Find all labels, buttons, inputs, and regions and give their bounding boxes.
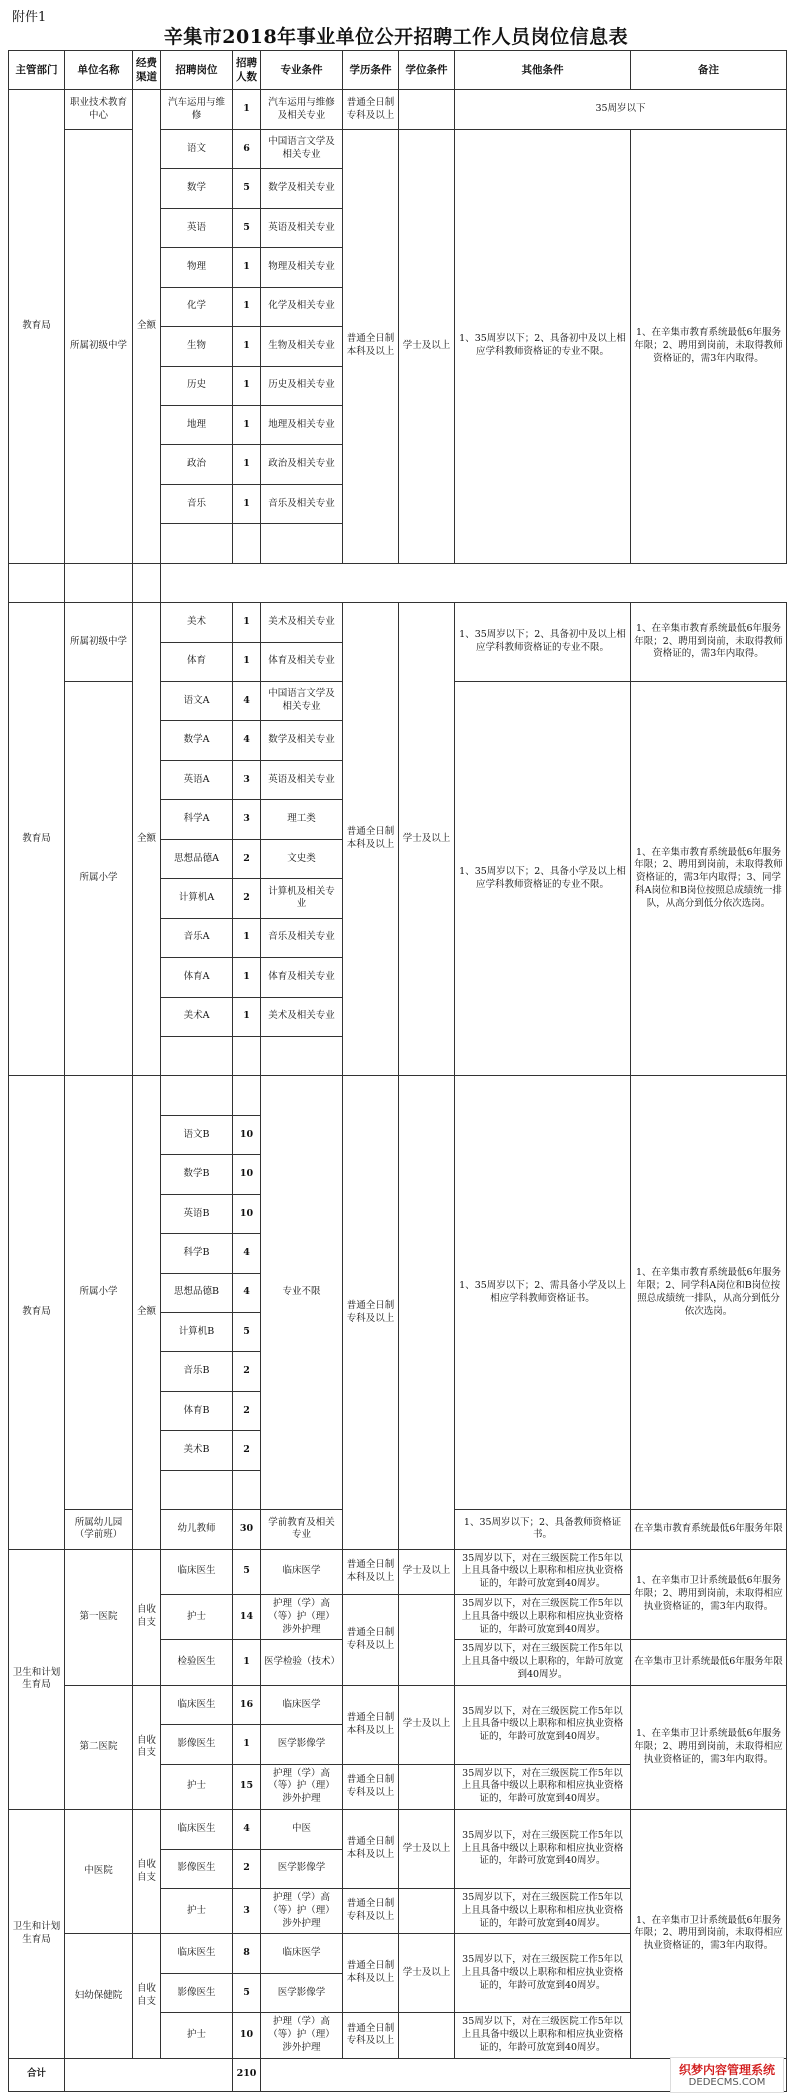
cell-count: 16 <box>233 1685 261 1724</box>
cell-count: 2 <box>233 1849 261 1888</box>
total-spacer <box>65 2058 233 2091</box>
cell-position <box>161 1036 233 1075</box>
cell-position <box>9 563 65 602</box>
cell-position: 科学B <box>161 1234 233 1273</box>
header-cell: 单位名称 <box>65 51 133 90</box>
cell-count: 1 <box>233 958 261 997</box>
cell-other: 1、35周岁以下；2、需具备小学及以上相应学科教师资格证书。 <box>455 1076 631 1510</box>
cell-education: 普通全日制专科及以上 <box>343 1076 399 1549</box>
cell-position: 计算机A <box>161 879 233 918</box>
cell-count: 1 <box>233 366 261 405</box>
cell-dept: 教育局 <box>9 1076 65 1549</box>
cell-count: 3 <box>233 760 261 799</box>
cell-education: 普通全日制本科及以上 <box>343 1934 399 2013</box>
cell-position: 音乐A <box>161 918 233 957</box>
cell-unit: 所属初级中学 <box>65 129 133 563</box>
header-cell: 其他条件 <box>455 51 631 90</box>
cell-count: 6 <box>233 129 261 168</box>
cell-remark: 1、在辛集市卫计系统最低6年服务年限；2、聘用到岗前，未取得相应执业资格证的，需3年内取得。 <box>631 1810 787 2059</box>
cell-major: 文史类 <box>261 839 343 878</box>
cell-count: 2 <box>233 1431 261 1470</box>
cell-degree: 学士及以上 <box>399 1685 455 1764</box>
cell-count: 8 <box>233 1934 261 1973</box>
cell-unit: 中医院 <box>65 1810 133 1934</box>
cell-degree: 学士及以上 <box>399 1549 455 1594</box>
cell-count: 4 <box>233 1273 261 1312</box>
cell-major: 物理及相关专业 <box>261 248 343 287</box>
table-row <box>9 90 787 129</box>
cell-other: 1、35周岁以下；2、具备教师资格证书。 <box>455 1510 631 1549</box>
header-cell: 备注 <box>631 51 787 90</box>
cell-position: 生物 <box>161 327 233 366</box>
cell-major: 数学及相关专业 <box>261 169 343 208</box>
header-cell: 经费渠道 <box>133 51 161 90</box>
cell-count: 5 <box>233 1973 261 2012</box>
cell-position: 体育A <box>161 958 233 997</box>
cell-position: 影像医生 <box>161 1849 233 1888</box>
cell-major: 医学影像学 <box>261 1849 343 1888</box>
cell-position: 美术A <box>161 997 233 1036</box>
cell-major: 地理及相关专业 <box>261 405 343 444</box>
cell-count: 2 <box>233 879 261 918</box>
header-cell: 招聘岗位 <box>161 51 233 90</box>
cell-dept: 卫生和计划生育局 <box>9 1549 65 1809</box>
cell-position: 护士 <box>161 1764 233 1809</box>
cell-position: 数学A <box>161 721 233 760</box>
total-count: 210 <box>233 2058 261 2091</box>
page-title: 辛集市2018年事业单位公开招聘工作人员岗位信息表 <box>163 26 629 48</box>
cell-position: 体育B <box>161 1391 233 1430</box>
cell-remark: 1、在辛集市教育系统最低6年服务年限；2、同学科A岗位和B岗位按照总成绩统一排队，从高分到低分依次选岗。 <box>631 1076 787 1510</box>
cell-degree: 学士及以上 <box>399 1810 455 1889</box>
cell-major: 音乐及相关专业 <box>261 918 343 957</box>
cell-count: 1 <box>233 327 261 366</box>
cell-position: 护士 <box>161 2013 233 2058</box>
cell-position: 物理 <box>161 248 233 287</box>
cell-major: 体育及相关专业 <box>261 642 343 681</box>
cell-unit: 第一医院 <box>65 1549 133 1685</box>
header-cell: 学历条件 <box>343 51 399 90</box>
table-row <box>9 563 787 602</box>
cell-position: 数学 <box>161 169 233 208</box>
cell-position: 体育 <box>161 642 233 681</box>
cell-other: 1、35周岁以下；2、具备小学及以上相应学科教师资格证的专业不限。 <box>455 682 631 1076</box>
cell-position <box>161 1470 233 1509</box>
cell-major: 化学及相关专业 <box>261 287 343 326</box>
cell-remark: 1、在辛集市教育系统最低6年服务年限；2、聘用到岗前，未取得教师资格证的，需3年内取得。 <box>631 603 787 682</box>
cell-funding: 全额 <box>133 90 161 563</box>
cell-funding: 全额 <box>133 1076 161 1549</box>
cell-count <box>233 1076 261 1115</box>
cell-education: 普通全日制本科及以上 <box>343 129 399 563</box>
cell-degree: 学士及以上 <box>399 129 455 563</box>
cell-education: 普通全日制专科及以上 <box>343 2013 399 2058</box>
cell-count: 5 <box>233 1549 261 1594</box>
cell-major: 学前教育及相关专业 <box>261 1510 343 1549</box>
cell-count: 1 <box>233 1640 261 1685</box>
cell-count: 10 <box>233 1194 261 1233</box>
cell-count: 1 <box>233 405 261 444</box>
cell-degree <box>399 90 455 129</box>
cell-count: 4 <box>233 1234 261 1273</box>
cell-other: 35周岁以下，对在三级医院工作5年以上且具备中级以上职称和相应执业资格证的，年龄可放宽到40周岁。 <box>455 1595 631 1640</box>
cell-major: 护理（学）高（等）护（理）涉外护理 <box>261 1888 343 1933</box>
cell-major: 历史及相关专业 <box>261 366 343 405</box>
cell-count: 1 <box>233 484 261 523</box>
cell-major: 计算机及相关专业 <box>261 879 343 918</box>
cell-position: 影像医生 <box>161 1973 233 2012</box>
cell-major: 中国语言文学及相关专业 <box>261 129 343 168</box>
cell-unit: 所属初级中学 <box>65 603 133 682</box>
cell-major: 英语及相关专业 <box>261 760 343 799</box>
cell-count: 5 <box>233 1313 261 1352</box>
header-cell: 学位条件 <box>399 51 455 90</box>
cell-major <box>133 563 161 602</box>
recruitment-table <box>8 50 787 2092</box>
cell-count: 1 <box>233 1725 261 1764</box>
cell-position: 音乐B <box>161 1352 233 1391</box>
cell-major: 生物及相关专业 <box>261 327 343 366</box>
cell-major: 医学检验（技术） <box>261 1640 343 1685</box>
cell-count: 2 <box>233 1391 261 1430</box>
watermark-title: 织梦内容管理系统 <box>678 2063 775 2077</box>
cell-other: 35周岁以下 <box>455 90 787 129</box>
header-row <box>9 51 787 90</box>
cell-position: 临床医生 <box>161 1549 233 1594</box>
table-row <box>9 129 787 168</box>
cell-count: 5 <box>233 208 261 247</box>
cell-count: 2 <box>233 1352 261 1391</box>
cell-position: 临床医生 <box>161 1810 233 1849</box>
cell-funding: 自收自支 <box>133 1810 161 1934</box>
cell-major <box>261 524 343 563</box>
cell-position: 影像医生 <box>161 1725 233 1764</box>
table-row <box>9 1076 787 1115</box>
cell-other: 35周岁以下，对在三级医院工作5年以上且具备中级以上职称和相应执业资格证的，年龄可放宽到40周岁。 <box>455 1934 631 2013</box>
annex-label: 附件1 <box>12 10 47 25</box>
cell-position: 临床医生 <box>161 1934 233 1973</box>
cell-remark: 在辛集市卫计系统最低6年服务年限 <box>631 1640 787 1685</box>
cell-position: 护士 <box>161 1595 233 1640</box>
cell-major: 护理（学）高（等）护（理）涉外护理 <box>261 1764 343 1809</box>
cell-count <box>233 1036 261 1075</box>
cell-position: 汽车运用与维修 <box>161 90 233 129</box>
cell-position: 思想品德A <box>161 839 233 878</box>
cell-degree <box>399 1076 455 1549</box>
cell-position: 化学 <box>161 287 233 326</box>
cell-degree: 学士及以上 <box>399 603 455 1076</box>
cell-count: 14 <box>233 1595 261 1640</box>
cell-major: 理工类 <box>261 800 343 839</box>
cell-position: 计算机B <box>161 1313 233 1352</box>
cell-position: 音乐 <box>161 484 233 523</box>
cell-count <box>65 563 133 602</box>
cell-major: 中国语言文学及相关专业 <box>261 682 343 721</box>
cell-count: 1 <box>233 918 261 957</box>
cell-position: 美术 <box>161 603 233 642</box>
cell-count: 4 <box>233 721 261 760</box>
cell-remark: 1、在辛集市教育系统最低6年服务年限；2、聘用到岗前，未取得教师资格证的，需3年内取得。 <box>631 129 787 563</box>
cell-major: 英语及相关专业 <box>261 208 343 247</box>
cell-count: 15 <box>233 1764 261 1809</box>
cell-count: 30 <box>233 1510 261 1549</box>
cell-remark: 1、在辛集市卫计系统最低6年服务年限；2、聘用到岗前，未取得相应执业资格证的，需3年内取得。 <box>631 1685 787 1809</box>
cell-unit: 第二医院 <box>65 1685 133 1809</box>
cell-count <box>233 1470 261 1509</box>
cell-other: 35周岁以下，对在三级医院工作5年以上且具备中级以上职称和相应执业资格证的，年龄可放宽到40周岁。 <box>455 1549 631 1594</box>
cell-count: 10 <box>233 1115 261 1154</box>
cell-count: 2 <box>233 839 261 878</box>
cell-education: 普通全日制专科及以上 <box>343 90 399 129</box>
cell-position: 英语A <box>161 760 233 799</box>
cell-count: 1 <box>233 287 261 326</box>
cell-position: 历史 <box>161 366 233 405</box>
cell-position <box>161 1076 233 1115</box>
cell-major: 医学影像学 <box>261 1973 343 2012</box>
cell-position: 临床医生 <box>161 1685 233 1724</box>
cell-position: 检验医生 <box>161 1640 233 1685</box>
cell-other: 35周岁以下，对在三级医院工作5年以上且具备中级以上职称和相应执业资格证的，年龄可放宽到40周岁。 <box>455 1764 631 1809</box>
cell-dept: 教育局 <box>9 603 65 1076</box>
cell-other: 1、35周岁以下；2、具备初中及以上相应学科教师资格证的专业不限。 <box>455 129 631 563</box>
cell-position: 英语 <box>161 208 233 247</box>
cell-position: 护士 <box>161 1888 233 1933</box>
watermark-domain: DEDECMS.COM <box>688 2077 766 2088</box>
header-cell: 招聘人数 <box>233 51 261 90</box>
cell-unit: 所属小学 <box>65 682 133 1076</box>
cell-remark: 1、在辛集市卫计系统最低6年服务年限；2、聘用到岗前，未取得相应执业资格证的，需3年内取得。 <box>631 1549 787 1640</box>
cell-position: 幼儿教师 <box>161 1510 233 1549</box>
cell-funding: 自收自支 <box>133 1685 161 1809</box>
cell-count: 3 <box>233 1888 261 1933</box>
cell-unit: 所属小学 <box>65 1076 133 1510</box>
cell-count: 4 <box>233 682 261 721</box>
cell-dept: 教育局 <box>9 90 65 563</box>
cell-position: 英语B <box>161 1194 233 1233</box>
cell-count: 1 <box>233 90 261 129</box>
cell-major: 专业不限 <box>261 1076 343 1510</box>
cell-unit: 职业技术教育中心 <box>65 90 133 129</box>
cell-count: 1 <box>233 603 261 642</box>
cell-count: 1 <box>233 997 261 1036</box>
cell-degree <box>399 1764 455 1809</box>
table-row <box>9 1810 787 1849</box>
header-cell: 主管部门 <box>9 51 65 90</box>
cell-other: 35周岁以下，对在三级医院工作5年以上且具备中级以上职称的，年龄可放宽到40周岁。 <box>455 1640 631 1685</box>
cell-dept: 卫生和计划生育局 <box>9 1810 65 2059</box>
cell-education: 普通全日制专科及以上 <box>343 1764 399 1809</box>
cell-degree: 学士及以上 <box>399 1934 455 2013</box>
cell-education: 普通全日制本科及以上 <box>343 1810 399 1889</box>
cell-other: 35周岁以下，对在三级医院工作5年以上且具备中级以上职称和相应执业资格证的，年龄可放宽到40周岁。 <box>455 1685 631 1764</box>
cell-funding: 全额 <box>133 603 161 1076</box>
cell-funding: 自收自支 <box>133 1549 161 1685</box>
table-row <box>9 1685 787 1724</box>
cell-major: 美术及相关专业 <box>261 603 343 642</box>
cell-position: 美术B <box>161 1431 233 1470</box>
cell-major: 临床医学 <box>261 1934 343 1973</box>
cell-education: 普通全日制专科及以上 <box>343 1888 399 1933</box>
table-row <box>9 603 787 642</box>
cell-count <box>233 524 261 563</box>
header-cell: 专业条件 <box>261 51 343 90</box>
cell-count: 10 <box>233 2013 261 2058</box>
cell-degree <box>399 1888 455 1933</box>
cell-major: 中医 <box>261 1810 343 1849</box>
table-row <box>9 1549 787 1594</box>
cell-position: 地理 <box>161 405 233 444</box>
cell-position: 语文A <box>161 682 233 721</box>
cell-other: 35周岁以下，对在三级医院工作5年以上且具备中级以上职称和相应执业资格证的，年龄可放宽到40周岁。 <box>455 1810 631 1889</box>
cell-education: 普通全日制本科及以上 <box>343 1549 399 1594</box>
cell-remark: 1、在辛集市教育系统最低6年服务年限；2、聘用到岗前，未取得教师资格证的，需3年内取得；3、同学科A岗位和B岗位按照总成绩统一排队，从高分到低分依次选岗。 <box>631 682 787 1076</box>
cell-major: 汽车运用与维修及相关专业 <box>261 90 343 129</box>
cell-count: 10 <box>233 1155 261 1194</box>
cell-remark: 在辛集市教育系统最低6年服务年限 <box>631 1510 787 1549</box>
cell-position: 语文B <box>161 1115 233 1154</box>
cell-other: 35周岁以下，对在三级医院工作5年以上且具备中级以上职称和相应执业资格证的，年龄可放宽到40周岁。 <box>455 2013 631 2058</box>
cell-count: 5 <box>233 169 261 208</box>
cell-education: 普通全日制专科及以上 <box>343 1595 399 1686</box>
cell-position: 思想品德B <box>161 1273 233 1312</box>
cell-major: 体育及相关专业 <box>261 958 343 997</box>
cell-position <box>161 524 233 563</box>
cell-other: 35周岁以下，对在三级医院工作5年以上且具备中级以上职称和相应执业资格证的，年龄可放宽到40周岁。 <box>455 1888 631 1933</box>
cell-funding: 自收自支 <box>133 1934 161 2058</box>
cell-position: 语文 <box>161 129 233 168</box>
cell-education: 普通全日制本科及以上 <box>343 1685 399 1764</box>
cell-major: 政治及相关专业 <box>261 445 343 484</box>
cell-major: 数学及相关专业 <box>261 721 343 760</box>
cell-major: 音乐及相关专业 <box>261 484 343 523</box>
watermark-logo <box>670 2057 784 2093</box>
cell-major: 护理（学）高（等）护（理）涉外护理 <box>261 1595 343 1640</box>
cell-count: 4 <box>233 1810 261 1849</box>
cell-other: 1、35周岁以下；2、具备初中及以上相应学科教师资格证的专业不限。 <box>455 603 631 682</box>
cell-education: 普通全日制本科及以上 <box>343 603 399 1076</box>
cell-count: 1 <box>233 445 261 484</box>
total-label: 合计 <box>9 2058 65 2091</box>
cell-count: 1 <box>233 642 261 681</box>
cell-count: 1 <box>233 248 261 287</box>
cell-degree <box>399 2013 455 2058</box>
cell-unit: 所属幼儿园（学前班） <box>65 1510 133 1549</box>
cell-major: 美术及相关专业 <box>261 997 343 1036</box>
cell-major: 护理（学）高（等）护（理）涉外护理 <box>261 2013 343 2058</box>
cell-position: 政治 <box>161 445 233 484</box>
cell-position: 数学B <box>161 1155 233 1194</box>
cell-major <box>261 1036 343 1075</box>
cell-count: 3 <box>233 800 261 839</box>
cell-position: 科学A <box>161 800 233 839</box>
cell-degree <box>399 1595 455 1686</box>
cell-major: 医学影像学 <box>261 1725 343 1764</box>
cell-unit: 妇幼保健院 <box>65 1934 133 2058</box>
cell-major: 临床医学 <box>261 1685 343 1724</box>
cell-major: 临床医学 <box>261 1549 343 1594</box>
